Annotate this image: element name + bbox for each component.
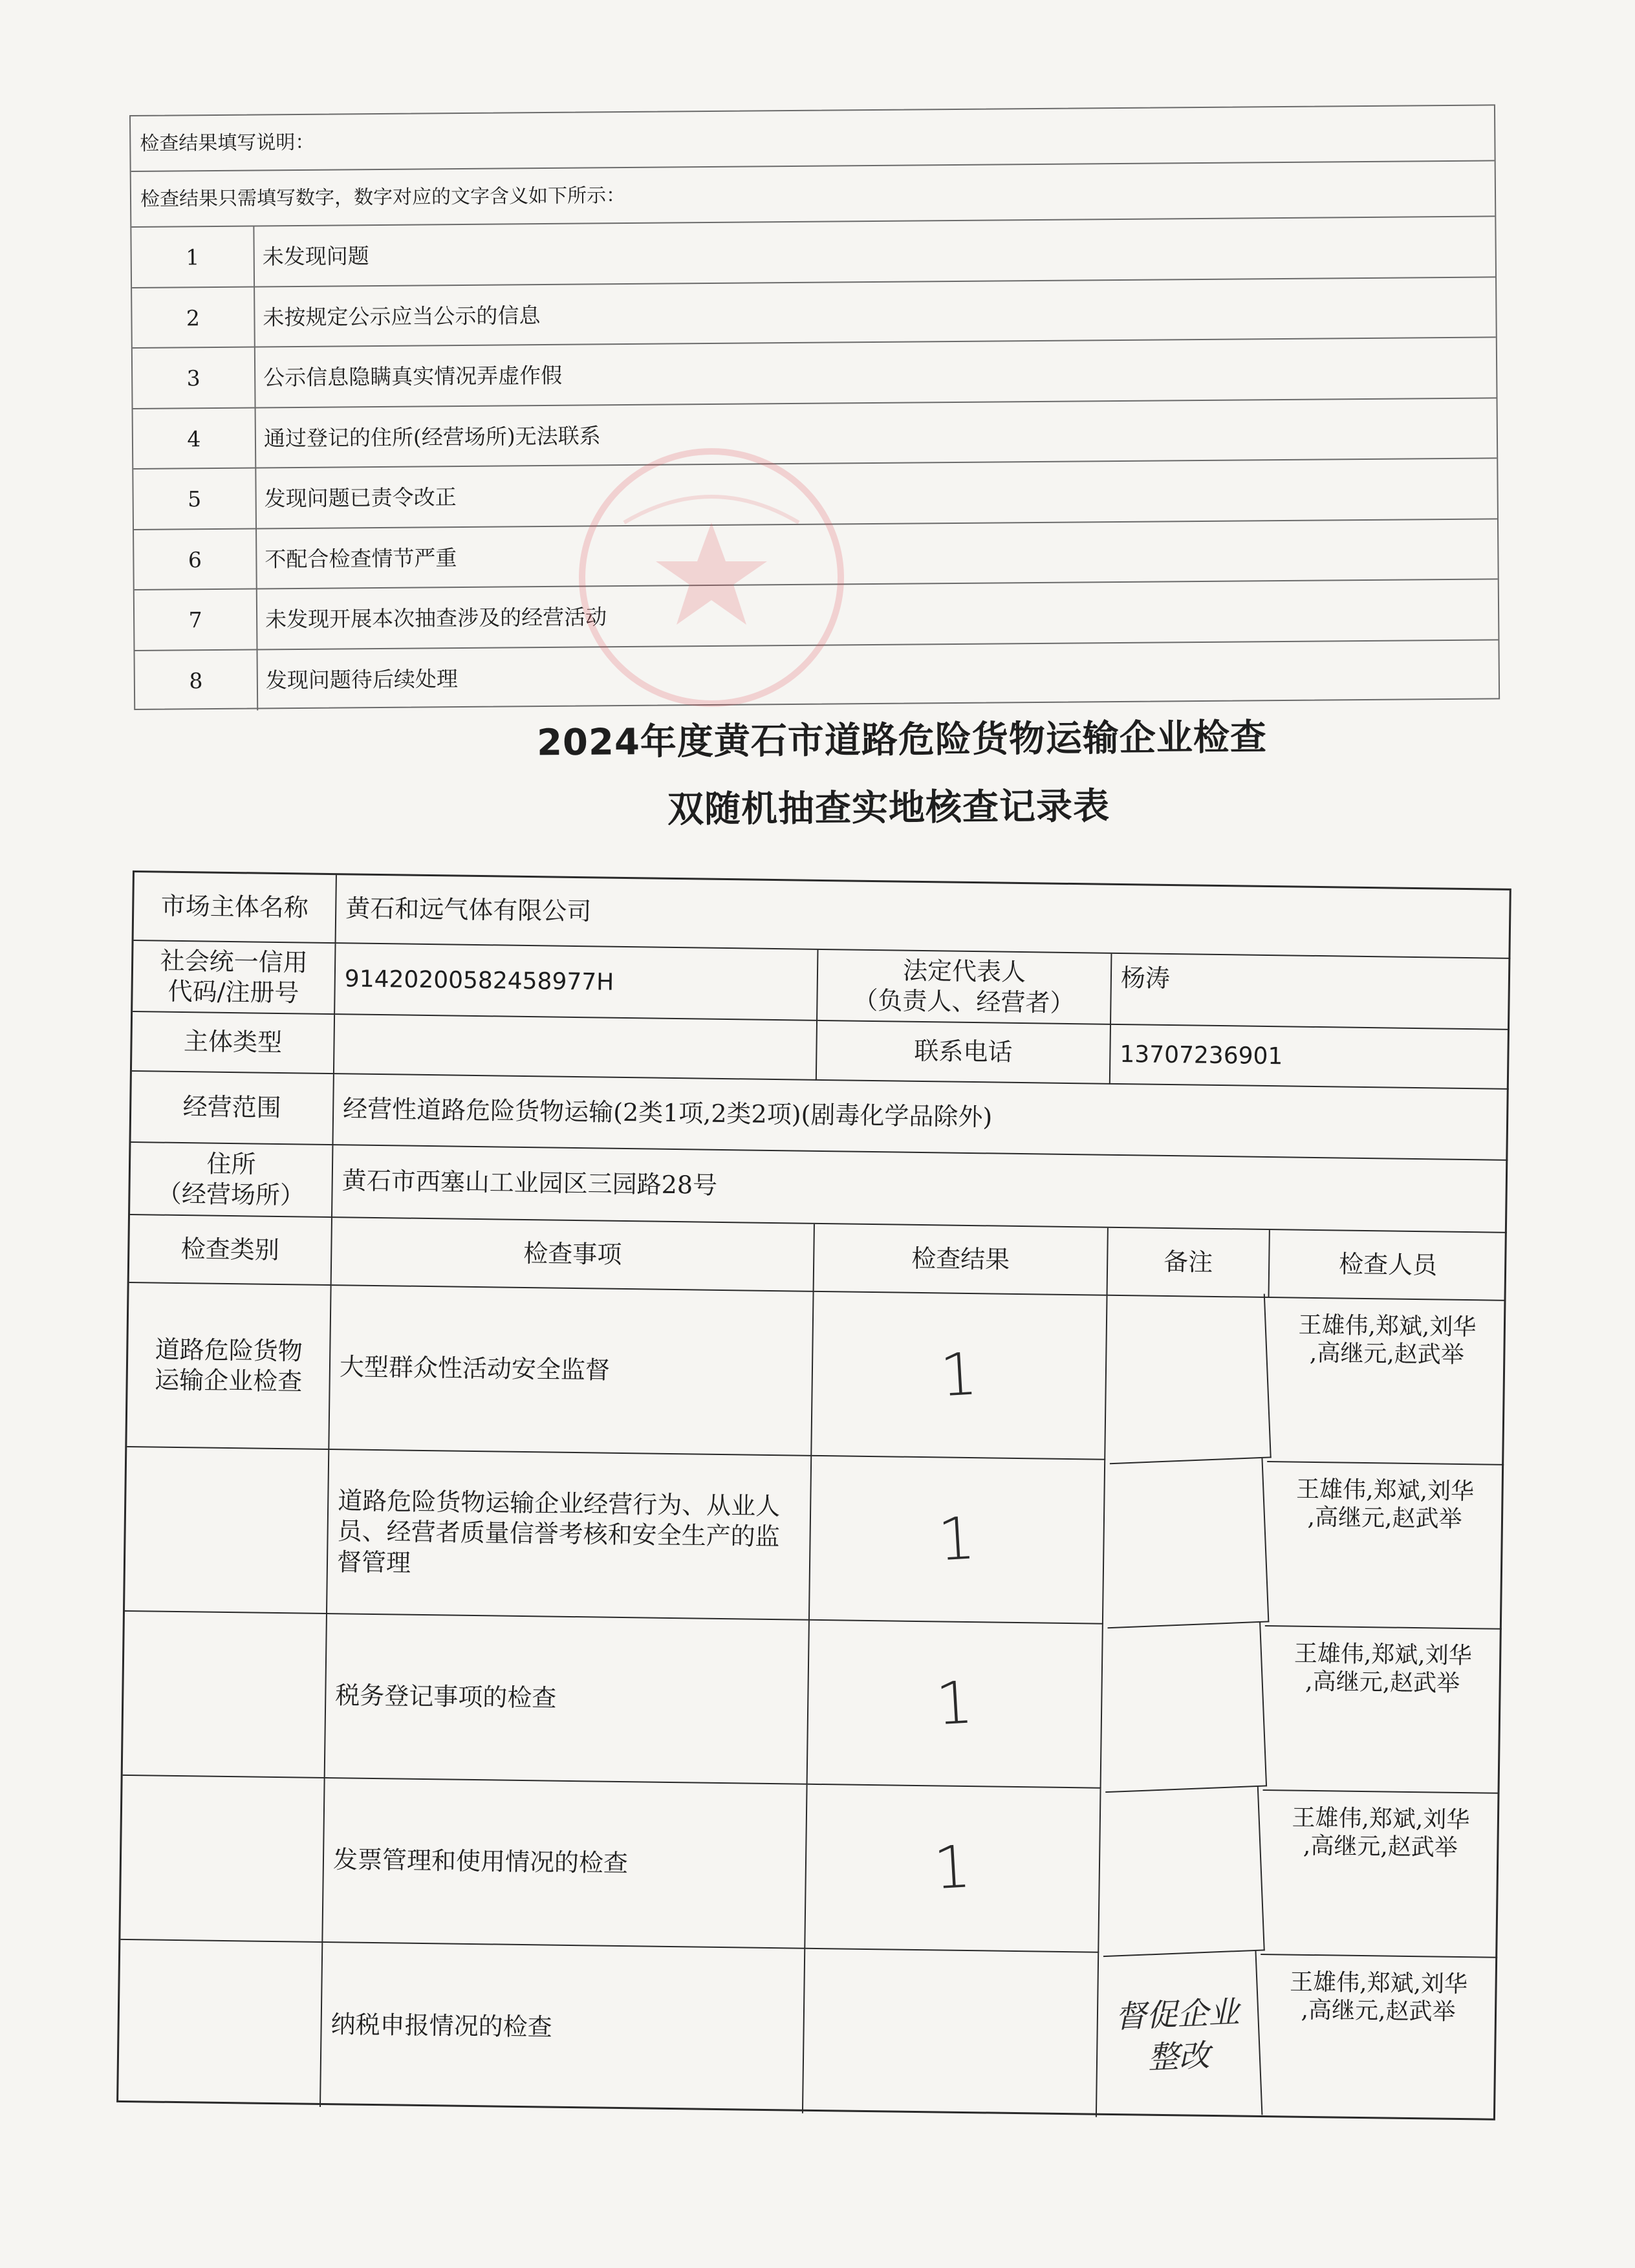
inspectors-line: ,高继元,赵武举	[1307, 1504, 1462, 1533]
inspectors-line: 王雄伟,郑斌,刘华	[1298, 1312, 1477, 1341]
instruction-code: 5	[133, 468, 257, 528]
remark-handwritten-line: 整改	[1147, 2037, 1211, 2077]
credit-code-value: 91420200582458977H	[335, 944, 818, 1021]
instruction-code: 7	[135, 589, 258, 649]
row-result	[810, 1456, 1105, 1625]
result-code-handwritten: 1	[938, 1340, 980, 1410]
row-category	[127, 1283, 331, 1450]
result-code-handwritten: 1	[932, 1832, 973, 1903]
row-inspection-item: 发票管理和使用情况的检查	[323, 1778, 807, 1949]
form-subtitle: 双随机抽查实地核查记录表	[667, 785, 1110, 831]
instruction-meaning: 通过登记的住所(经营场所)无法联系	[263, 422, 601, 451]
address-value: 黄石市西塞山工业园区三园路28号	[332, 1145, 1508, 1233]
result-code-handwritten: 1	[936, 1504, 978, 1575]
inspectors-line: ,高继元,赵武举	[1301, 1996, 1456, 2026]
column-remark: 备注	[1108, 1228, 1270, 1298]
label-entity-name: 市场主体名称	[134, 872, 337, 944]
inspectors-line: ,高继元,赵武举	[1305, 1669, 1460, 1698]
inspectors-line: ,高继元,赵武举	[1303, 1833, 1458, 1862]
label-phone: 联系电话	[817, 1021, 1111, 1085]
row-category	[120, 1776, 325, 1943]
instruction-code: 8	[135, 650, 259, 711]
inspectors-line: 王雄伟,郑斌,刘华	[1292, 1804, 1470, 1834]
label-address	[130, 1143, 333, 1218]
row-inspection-item: 纳税申报情况的检查	[321, 1943, 805, 2113]
label-credit-code-line1: 社会统一信用	[160, 946, 308, 977]
label-entity-type: 主体类型	[132, 1012, 335, 1074]
instruction-code: 3	[133, 347, 256, 407]
row-inspectors	[1267, 1298, 1506, 1465]
instruction-meaning: 发现问题待后续处理	[265, 665, 459, 693]
row-category-line: 道路危险货物	[155, 1335, 303, 1366]
entity-type-value	[334, 1015, 817, 1081]
label-credit-code	[133, 941, 336, 1015]
row-category	[118, 1940, 323, 2107]
row-result	[803, 1949, 1099, 2117]
instruction-row	[131, 217, 1495, 288]
row-result	[805, 1785, 1101, 1953]
row-inspection-item: 大型群众性活动安全监督	[329, 1286, 814, 1456]
legal-rep-value: 杨涛	[1111, 954, 1510, 1030]
instruction-meaning: 未发现开展本次抽查涉及的经营活动	[265, 604, 607, 632]
record-table	[116, 870, 1511, 2121]
instruction-meaning: 发现问题已责令改正	[264, 484, 457, 512]
label-legal-rep-line2: （负责人、经营者）	[853, 986, 1075, 1018]
label-address-line1: 住所	[206, 1149, 256, 1179]
row-result	[808, 1621, 1103, 1789]
instruction-meaning: 不配合检查情节严重	[265, 545, 457, 572]
row-remark	[1103, 1294, 1272, 1465]
business-scope-value: 经营性道路危险货物运输(2类1项,2类2项)(剧毒化学品除外)	[333, 1074, 1508, 1161]
row-remark	[1095, 1951, 1263, 2122]
inspectors-line: 王雄伟,郑斌,刘华	[1294, 1640, 1472, 1670]
column-category: 检查类别	[129, 1215, 332, 1286]
row-inspectors	[1265, 1462, 1504, 1630]
label-credit-code-line2: 代码/注册号	[168, 977, 299, 1008]
instruction-header: 检查结果填写说明：	[131, 105, 1495, 172]
instruction-row	[132, 277, 1496, 349]
inspectors-line: ,高继元,赵武举	[1309, 1340, 1465, 1369]
row-inspectors	[1263, 1626, 1502, 1794]
official-seal-icon	[563, 432, 873, 717]
label-address-line2: （经营场所）	[157, 1179, 305, 1210]
instruction-row	[133, 338, 1497, 409]
row-inspection-item: 税务登记事项的检查	[325, 1614, 810, 1785]
row-category	[125, 1447, 329, 1614]
inspectors-line: 王雄伟,郑斌,刘华	[1289, 1969, 1468, 1998]
column-inspectors: 检查人员	[1269, 1230, 1506, 1301]
inspectors-line: 王雄伟,郑斌,刘华	[1295, 1476, 1475, 1506]
row-remark	[1099, 1623, 1267, 1793]
instruction-code: 4	[133, 408, 257, 468]
remark-handwritten-line: 督促企业	[1114, 1994, 1240, 2036]
row-inspectors	[1261, 1791, 1499, 1958]
label-business-scope: 经营范围	[131, 1072, 334, 1145]
row-inspectors	[1259, 1955, 1497, 2122]
row-category	[123, 1612, 327, 1778]
instruction-code: 6	[134, 529, 257, 589]
row-remark	[1101, 1458, 1270, 1629]
instruction-meaning: 公示信息隐瞒真实情况弄虚作假	[263, 362, 563, 391]
row-inspection-item: 道路危险货物运输企业经营行为、从业人员、经营者质量信誉考核和安全生产的监督管理	[327, 1450, 812, 1621]
instruction-code: 1	[131, 226, 255, 286]
column-result: 检查结果	[814, 1224, 1109, 1296]
instruction-meaning: 未按规定公示应当公示的信息	[263, 302, 541, 330]
instruction-note: 检查结果只需填写数字，数字对应的文字含义如下所示：	[131, 161, 1495, 228]
instruction-meaning: 未发现问题	[262, 243, 369, 270]
column-item: 检查事项	[332, 1218, 815, 1292]
label-legal-rep	[817, 950, 1112, 1025]
form-title: 2024年度黄石市道路危险货物运输企业检查	[536, 716, 1268, 764]
result-code-handwritten: 1	[934, 1668, 975, 1739]
row-category-line: 运输企业检查	[154, 1365, 303, 1396]
instruction-code: 2	[132, 287, 255, 347]
row-remark	[1097, 1787, 1265, 1958]
phone-value: 13707236901	[1110, 1025, 1510, 1090]
entity-name-value: 黄石和远气体有限公司	[336, 875, 1511, 959]
label-legal-rep-line1: 法定代表人	[902, 956, 1026, 986]
row-result	[812, 1292, 1107, 1460]
